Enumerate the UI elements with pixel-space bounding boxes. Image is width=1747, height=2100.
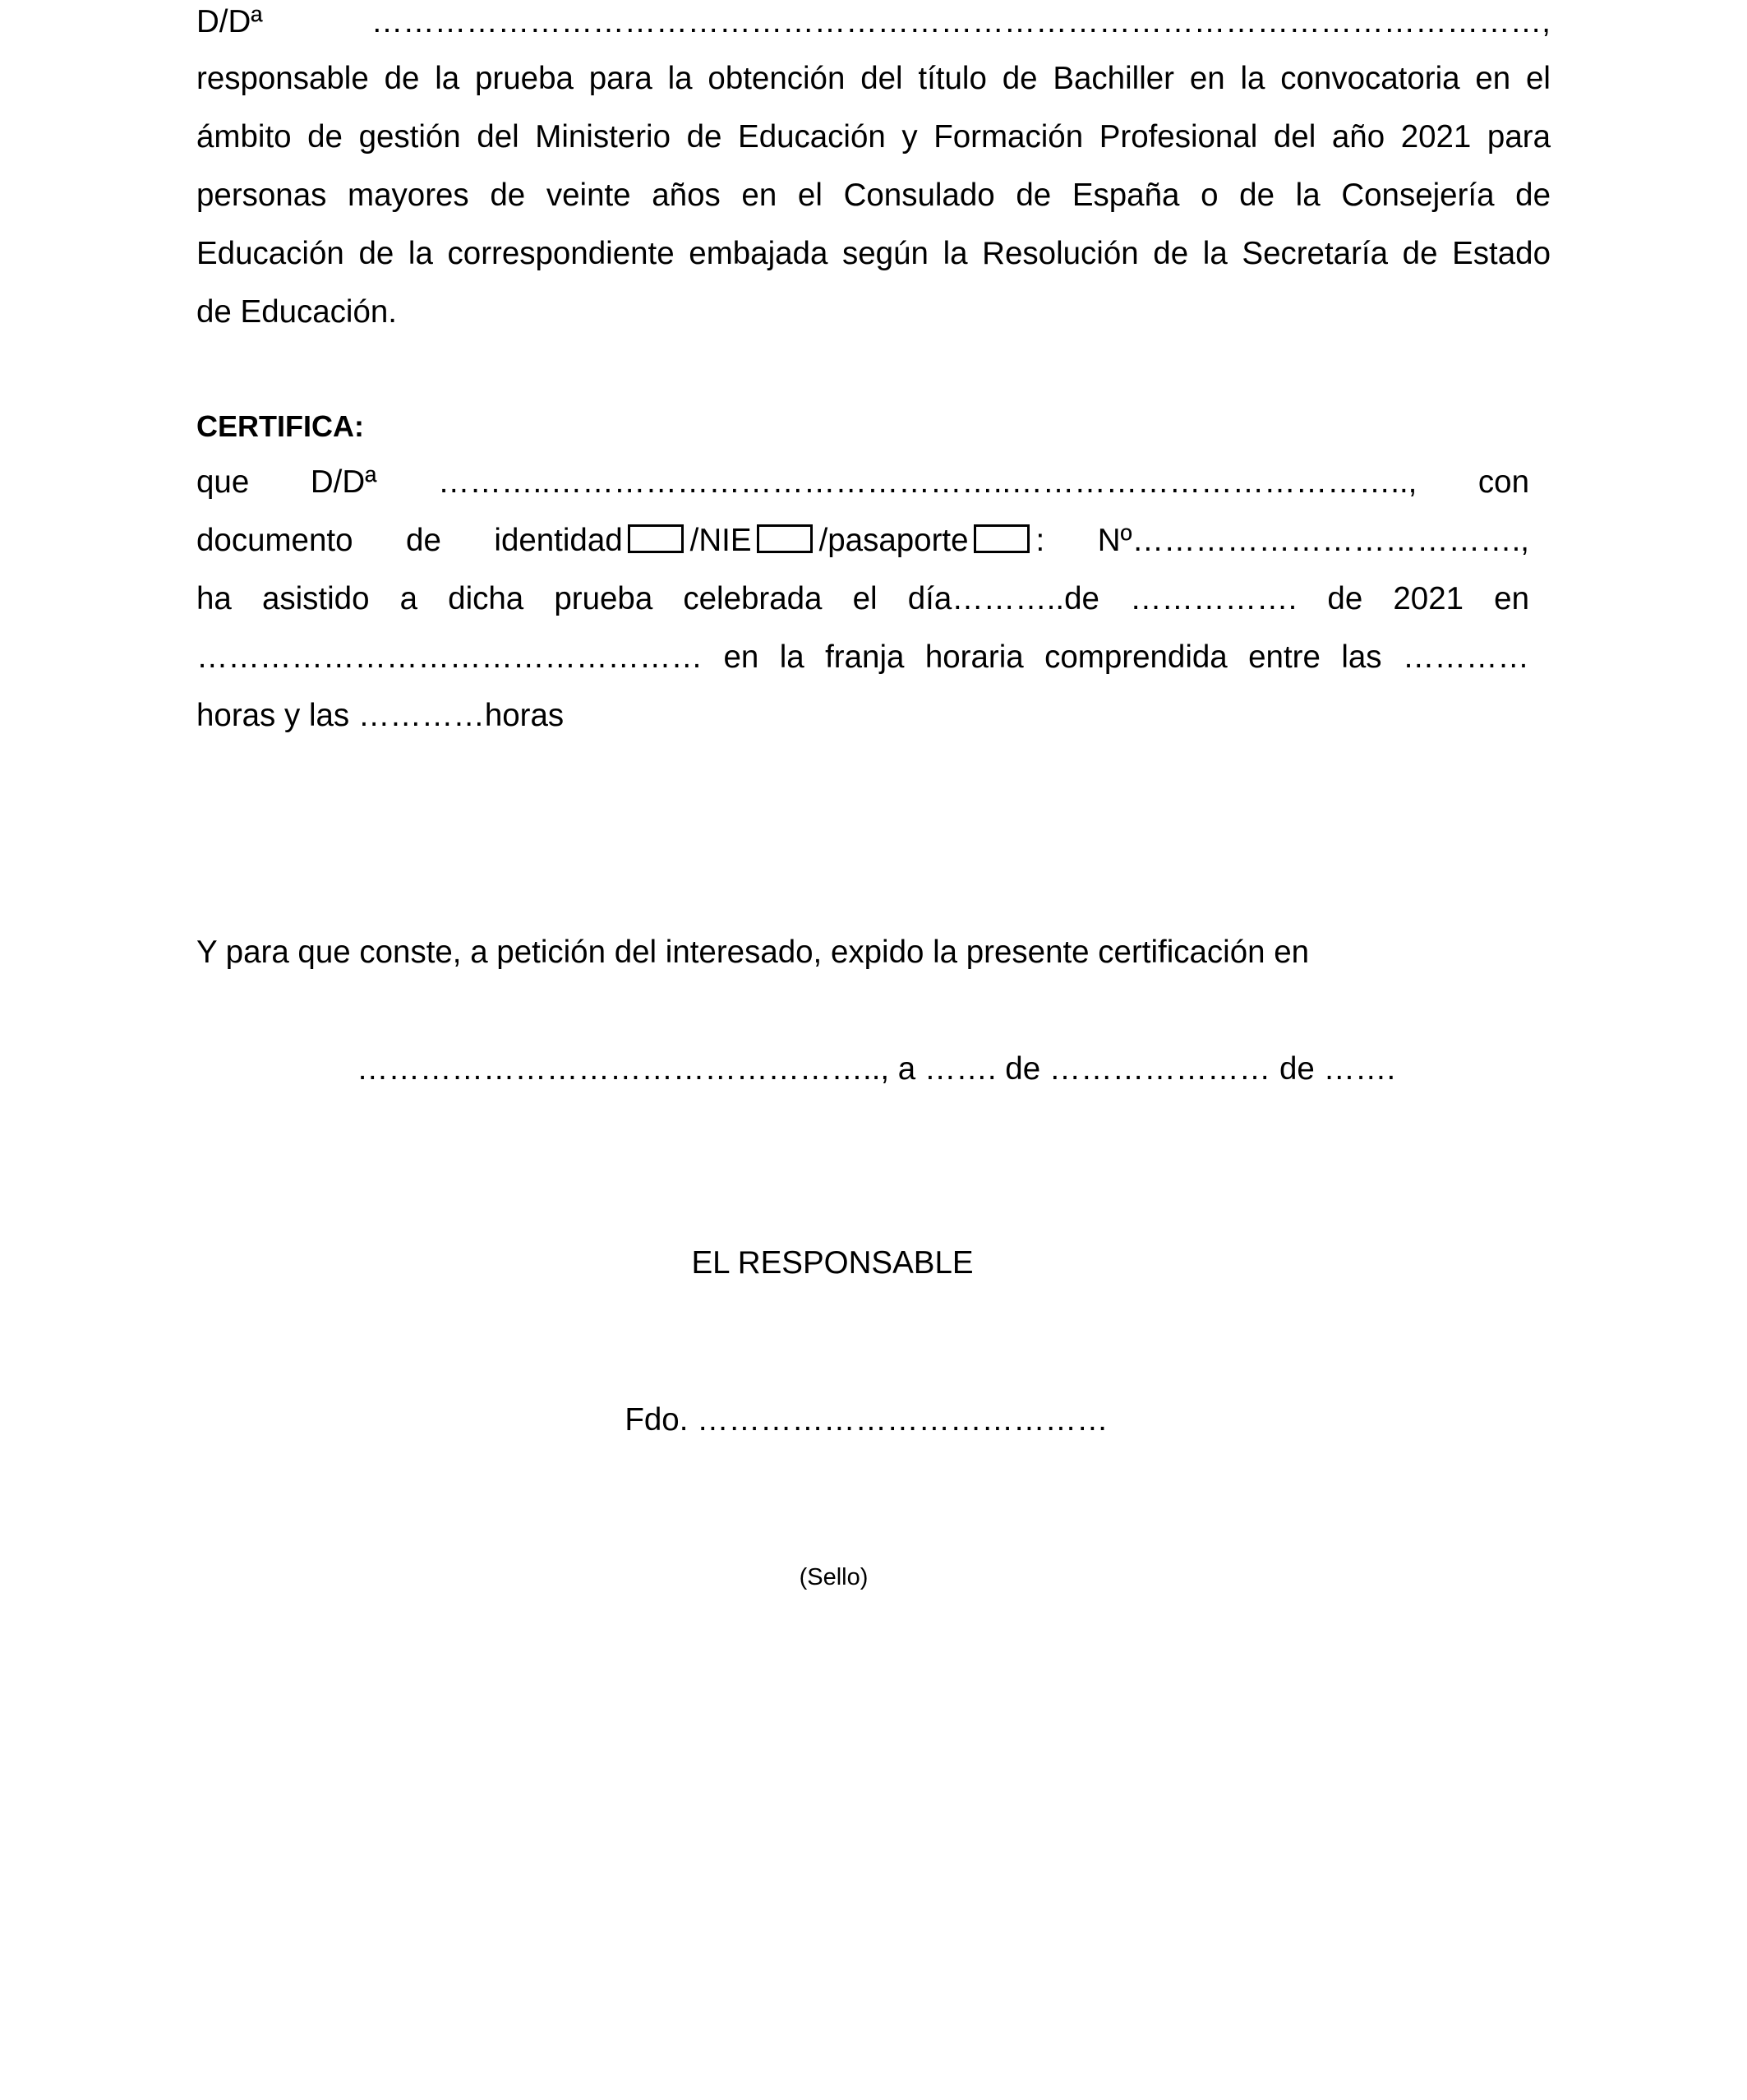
document-type-line	[196, 522, 1529, 560]
certifica-line-4: ………………………………………… en la franja horaria comprendida entre las …………	[196, 639, 1529, 675]
signer-title: EL RESPONSABLE	[691, 1245, 974, 1281]
intro-line-2: responsable de la prueba para la obtención del título de Bachiller en la convocatoria en el	[196, 61, 1551, 96]
place-date-line: ………………………………………….., a ……. de ………………… de …….	[357, 1051, 1396, 1087]
intro-line-5: Educación de la correspondiente embajada según la Resolución de la Secretaría de Estado	[196, 236, 1551, 271]
certifica-heading: CERTIFICA:	[196, 409, 364, 443]
nie-label: /NIE	[689, 523, 752, 558]
dni-checkbox[interactable]	[628, 524, 684, 553]
passport-label: /pasaporte	[818, 523, 969, 558]
closing-text: Y para que conste, a petición del interesado, expido la presente certificación en	[196, 935, 1310, 970]
certifica-line-1: que D/Dª ………..……………………………………..……………………………….., con	[196, 464, 1529, 500]
intro-line-1: D/Dª …………………………………………………………………………………………………,	[196, 4, 1551, 39]
certifica-line-3: ha asistido a dicha prueba celebrada el día………..de ……………. de 2021 en	[196, 581, 1529, 616]
intro-line-4: personas mayores de veinte años en el Consulado de España o de la Consejería de	[196, 178, 1551, 213]
document-id-label: documento de identidad	[196, 523, 623, 558]
nie-checkbox[interactable]	[757, 524, 813, 553]
certifica-line-5: horas y las …………horas	[196, 698, 565, 733]
document-number-field: : Nº……………………………….,	[1035, 523, 1529, 558]
passport-checkbox[interactable]	[974, 524, 1030, 553]
signature-line: Fdo. …………………………………	[625, 1402, 1109, 1438]
intro-line-6: de Educación.	[196, 294, 398, 330]
seal-label: (Sello)	[799, 1564, 869, 1590]
intro-line-3: ámbito de gestión del Ministerio de Educación y Formación Profesional del año 2021 para	[196, 119, 1551, 155]
